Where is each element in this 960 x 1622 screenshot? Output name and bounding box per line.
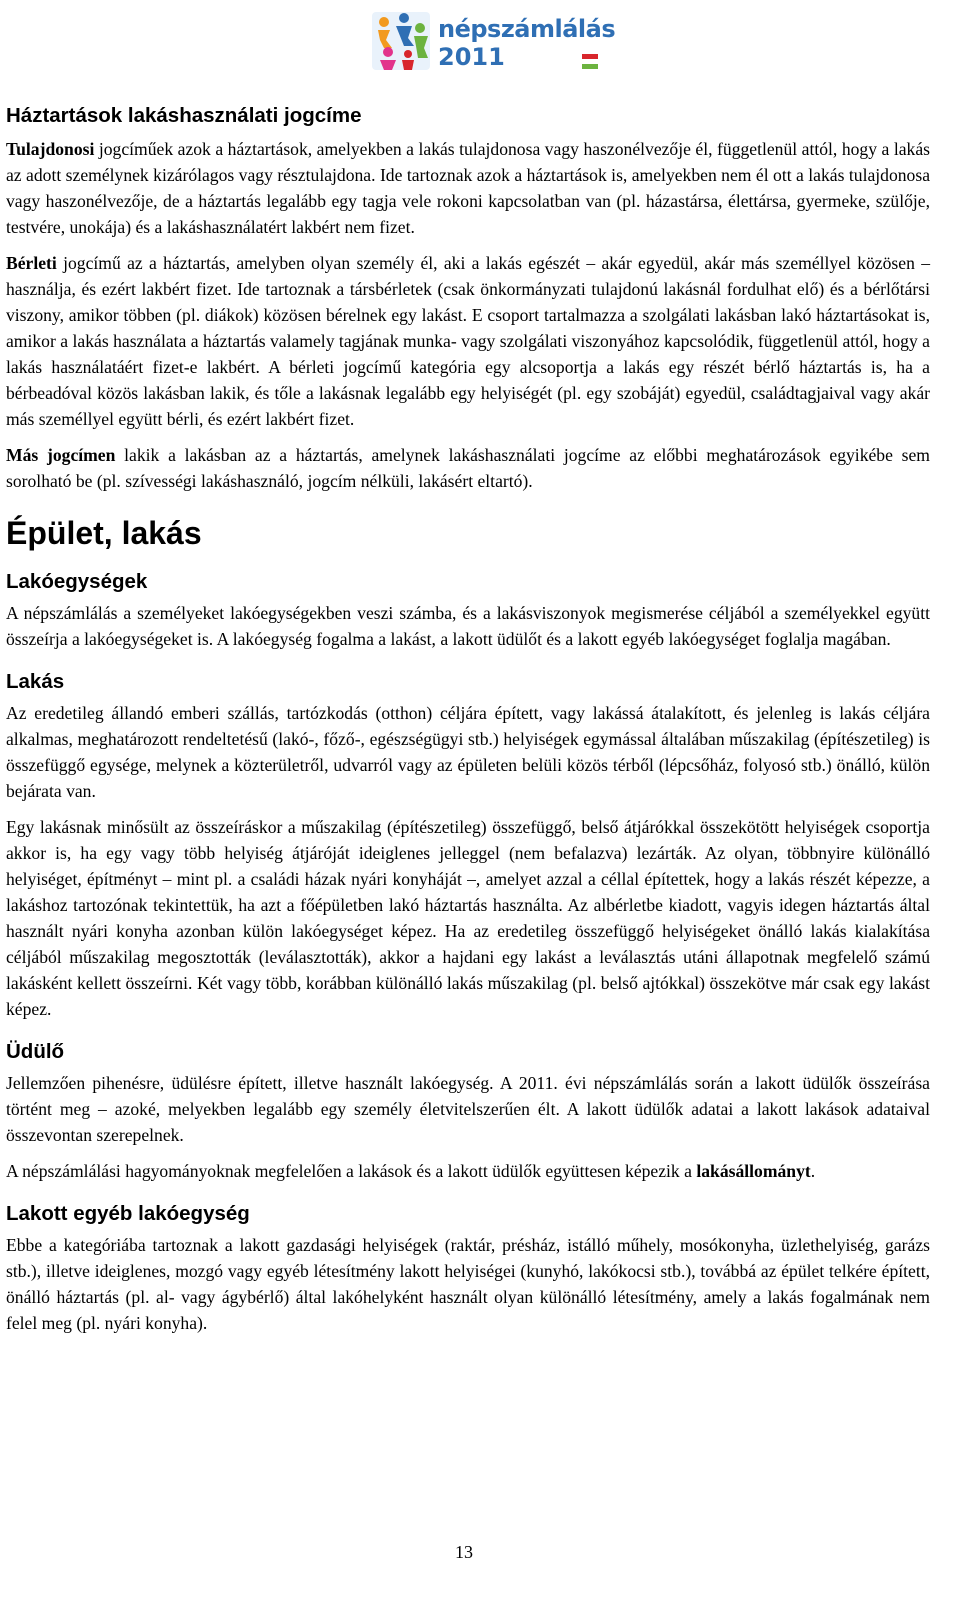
section-heading-udulo: Üdülő xyxy=(6,1040,65,1063)
paragraph-text: jogcíműek azok a háztartások, amelyekben a lakás tulajdonosa vagy haszonélvezője él, függetlenül attól, hogy a lakás az adott személynek kizárólagos vagy résztulajdona. Ide tartoznak azok a háztartások is, amelyekben nem él ott a lakás tulajdonosa vagy haszonélvezője, de a háztartás legalább egy tagja vele rokoni kapcsolatban van (pl. házastársa, élettársa, gyermeke, szülője, testvére, unokája) és a lakáshasználatért lakbért nem fizet. xyxy=(6,139,930,237)
main-content xyxy=(6,100,930,1336)
section-heading-egyeb-lakoegyseg: Lakott egyéb lakóegység xyxy=(6,1202,250,1225)
term-mas-jogcimen: Más jogcímen xyxy=(6,445,116,465)
paragraph-text: lakik a lakásban az a háztartás, amelynek lakáshasználati jogcíme az előbbi meghatározások egyikébe sem sorolható be (pl. szívességi lakáshasználó, jogcím nélküli, lakásért eltartó). xyxy=(6,445,930,491)
people-figures-icon xyxy=(370,8,434,74)
paragraph-egyeb: Ebbe a kategóriába tartoznak a lakott gazdasági helyiségek (raktár, présház, istálló műhely, mosókonyha, üzlethelyiség, garázs stb.), illetve ideiglenes, mozgó vagy egyéb létesítmény lakott helyiségei (kunyhó, lakókocsi stb.), továbbá az épület telkére épített, önálló háztartás (pl. al- vagy ágybérlő) által lakóhelyként használt olyan különálló létesítmény, amely a lakás fogalmának nem felel meg (pl. nyári konyha). xyxy=(6,1235,930,1333)
paragraph-text: A népszámlálási hagyományoknak megfelelően a lakások és a lakott üdülők együttesen képezik a xyxy=(6,1161,697,1181)
section-heading-jogcim: Háztartások lakáshasználati jogcíme xyxy=(6,104,362,127)
term-lakasallomany: lakásállományt xyxy=(696,1161,811,1181)
term-tulajdonosi: Tulajdonosi xyxy=(6,139,95,159)
nepszamlalas-logo xyxy=(370,8,616,74)
paragraph-berleti xyxy=(6,250,930,432)
paragraph-lakoegysegek: A népszámlálás a személyeket lakóegységekben veszi számba, és a lakásviszonyok megismerése céljából a személyekkel együtt összeírja a lakóegységeket is. A lakóegység fogalma a lakást, a lakott üdülőt és a lakott egyéb lakóegységet foglalja magában. xyxy=(6,603,930,649)
hungarian-flag-icon xyxy=(582,54,598,69)
paragraph-tulajdonosi xyxy=(6,136,930,240)
logo-year: 2011 xyxy=(438,43,505,71)
section-heading-lakas: Lakás xyxy=(6,670,65,693)
paragraph-udulo-2 xyxy=(6,1158,930,1184)
paragraph-lakas-2: Egy lakásnak minősült az összeíráskor a műszakilag (építészetileg) összefüggő, belső átjárókkal összekötött helyiségek csoportja akkor is, ha egy vagy több helyiség átjáróját ideiglenes jelleggel (nem befalazva) lezárták. Az olyan, többnyire különálló helyiséget, építményt – mint pl. a családi házak nyári konyháját –, amelyet azzal a céllal építettek, hogy a lakás részét képezze, a lakáshoz tartozónak tekintettük, ha azt a főépületben lakó háztartás használta. Az albérletbe kiadott, vagyis idegen háztartás által használt nyári konyha azonban külön lakóegységet képez. Ha az eredetileg összefüggő helyiségeket önálló lakás kialakítása céljából műszakilag megosztották (leválasztották), akkor a hajdani egy lakást a leválasztás utáni állapotnak megfelelő számú lakásként kellett összeírni. Két vagy több, korábban különálló lakás műszakilag (pl. belső ajtókkal) összekötve már csak egy lakást képez. xyxy=(6,817,930,1019)
paragraph-udulo-1: Jellemzően pihenésre, üdülésre épített, illetve használt lakóegység. A 2011. évi népszámlálás során a lakott üdülők összeírása történt meg – azoké, melyekben legalább egy személy életvitelszerűen élt. A lakott üdülők adatai a lakott lakások adataival összevontan szerepelnek. xyxy=(6,1073,930,1145)
paragraph-lakas-1: Az eredetileg állandó emberi szállás, tartózkodás (otthon) céljára épített, vagy lakássá átalakított, és jelenleg is lakás céljára alkalmas, meghatározott rendeltetésű (lakó-, főző-, egészségügyi stb.) helyiségek egymással általában műszakilag (építészetileg) is összefüggő egysége, melynek a közterületről, udvarról vagy az épületen belüli közös térből (lépcsőház, folyosó stb.) önálló, külön bejárata van. xyxy=(6,703,930,801)
term-berleti: Bérleti xyxy=(6,253,57,273)
paragraph-text: jogcímű az a háztartás, amelyben olyan személy él, aki a lakás egészét – akár egyedül, akár más személlyel közösen – használja, és ezért lakbért fizet. Ide tartoznak a társbérletek (csak önkormányzati tulajdonú lakásnál fordulhat elő) és a bérlőtársi viszony, amikor többen (pl. diákok) közösen bérelnek egy lakást. E csoport tartalmazza a szolgálati lakásban lakó háztartásokat is, amikor a lakás használata a háztartás valamely tagjának munka- vagy szolgálati viszonyához kapcsolódik, függetlenül attól, hogy a lakás használatáért fizet-e lakbért. A bérleti jogcímű kategória egy alcsoportja a lakás egy részét bérlő háztartás is, ha a bérbeadóval közös lakásban lakik, és tőle a lakásnak legalább egy helyiségét (pl. egy szobáját) egyedül, családtagjaival vagy akár más személlyel együtt bérli, és ezért lakbért fizet. xyxy=(6,253,930,429)
paragraph-mas-jogcimen xyxy=(6,442,930,494)
page-number: 13 xyxy=(455,1542,473,1562)
chapter-title: Épület, lakás xyxy=(6,515,202,551)
logo-wordmark: népszámlálás xyxy=(438,15,616,43)
section-heading-lakoegysegek: Lakóegységek xyxy=(6,570,148,593)
paragraph-end: . xyxy=(810,1161,816,1181)
